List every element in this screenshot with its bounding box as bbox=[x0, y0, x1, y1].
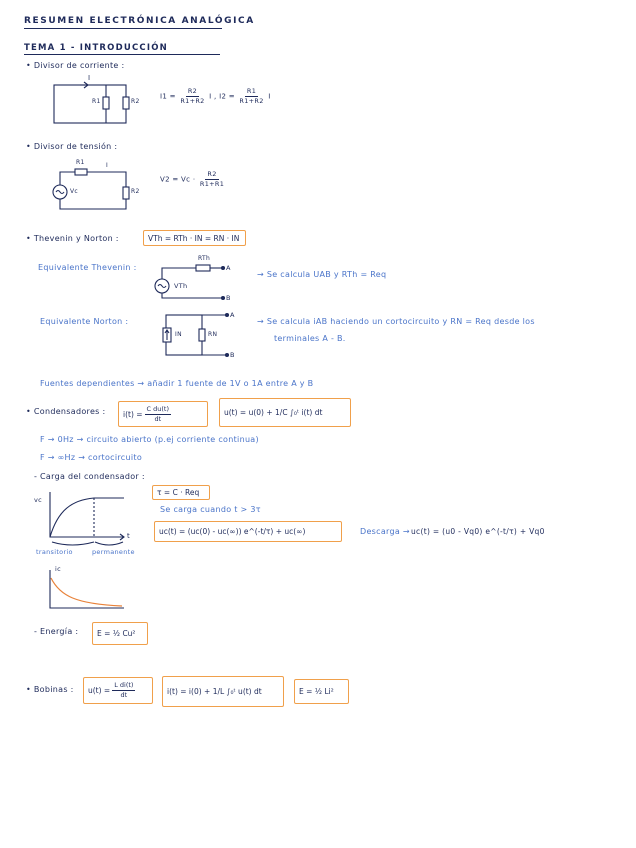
thevenin-explanation: → Se calcula UAB y RTh = Req bbox=[257, 270, 387, 279]
equivalente-thevenin-label: Equivalente Thevenin : bbox=[38, 263, 137, 272]
norton-explanation-1: → Se calcula iAB haciendo un cortocircuito y RN = Req desde los bbox=[257, 317, 535, 326]
node-a-label: A bbox=[226, 264, 231, 272]
vc-axis-label: vc bbox=[34, 496, 43, 504]
descarga-label: Descarga → bbox=[360, 527, 410, 536]
capacitor-energy-box: E = ½ Cu² bbox=[92, 622, 148, 645]
ic-axis-label: ic bbox=[55, 565, 61, 573]
carga-heading: - Carga del condensador : bbox=[34, 472, 145, 481]
charging-equation-box: uc(t) = (uc(0) - uc(∞)) e^(-t/τ) + uc(∞) bbox=[154, 521, 342, 542]
rn-label: RN bbox=[208, 331, 218, 338]
tau-box: τ = C · Req bbox=[152, 485, 210, 500]
voltage-R1-label: R1 bbox=[76, 159, 85, 166]
fuentes-dependientes: Fuentes dependientes → añadir 1 fuente de 1V o 1A entre A y B bbox=[40, 379, 314, 388]
t-axis-label: t bbox=[127, 532, 131, 540]
node-b2-label: B bbox=[230, 351, 235, 359]
equivalente-norton-label: Equivalente Norton : bbox=[40, 317, 129, 326]
freq-zero-note: F → 0Hz → circuito abierto (p.ej corriente continua) bbox=[40, 435, 259, 444]
bullet-condensadores: • Condensadores : bbox=[26, 407, 106, 416]
vth-label: VTh bbox=[174, 282, 188, 290]
rth-label: RTh bbox=[198, 255, 211, 262]
current-I-label: I bbox=[88, 74, 91, 82]
current-R1-label: R1 bbox=[92, 98, 101, 105]
in-label: IN bbox=[175, 331, 182, 338]
bullet-divisor-corriente: • Divisor de corriente : bbox=[26, 61, 125, 70]
bullet-divisor-tension: • Divisor de tensión : bbox=[26, 142, 118, 151]
voltage-R2-label: R2 bbox=[131, 188, 140, 195]
node-b-label: B bbox=[226, 294, 231, 302]
bullet-bobinas: • Bobinas : bbox=[26, 685, 74, 694]
energia-label: - Energía : bbox=[34, 627, 79, 636]
inductor-energy-box: E = ½ Li² bbox=[294, 679, 349, 704]
freq-inf-note: F → ∞Hz → cortocircuito bbox=[40, 453, 143, 462]
inductor-current-box: i(t) = i(0) + 1/L ∫₀ᵗ u(t) dt bbox=[162, 676, 284, 707]
norton-explanation-2: terminales A - B. bbox=[274, 334, 346, 343]
se-carga-note: Se carga cuando t > 3τ bbox=[160, 505, 261, 514]
page-title: RESUMEN ELECTRÓNICA ANALÓGICA bbox=[24, 16, 255, 26]
voltage-I-label: I bbox=[106, 162, 109, 169]
capacitor-voltage-box: u(t) = u(0) + 1/C ∫₀ᵗ i(t) dt bbox=[219, 398, 351, 427]
formula-I1: I1 = $\frac{R2}{R1+R2}$ I , I2 = $\frac{R1}{R1+R2}$ I bbox=[160, 87, 271, 105]
current-R2-label: R2 bbox=[131, 98, 140, 105]
inductor-voltage-box: u(t) = $\frac{\text{L di(t)}}{dt}$ bbox=[83, 677, 153, 704]
thevenin-norton-box: VTh = RTh · IN = RN · IN bbox=[143, 230, 246, 246]
permanente-label: permanente bbox=[92, 548, 135, 556]
node-a2-label: A bbox=[230, 311, 235, 319]
discharge-equation: uc(t) = (u0 - Vq0) e^(-t/τ) + Vq0 bbox=[411, 527, 545, 536]
transitorio-label: transitorio bbox=[36, 548, 73, 556]
formula-V2: V2 = Vc · $\frac{R2}{R1+R1}$ bbox=[160, 170, 225, 188]
voltage-Vc-label: Vc bbox=[70, 188, 79, 195]
capacitor-current-box: i(t) = $\frac{\text{C du(t)}}{dt}$ bbox=[118, 401, 208, 427]
section-heading: TEMA 1 - INTRODUCCIÓN bbox=[24, 43, 168, 53]
bullet-thevenin: • Thevenin y Norton : bbox=[26, 234, 119, 243]
